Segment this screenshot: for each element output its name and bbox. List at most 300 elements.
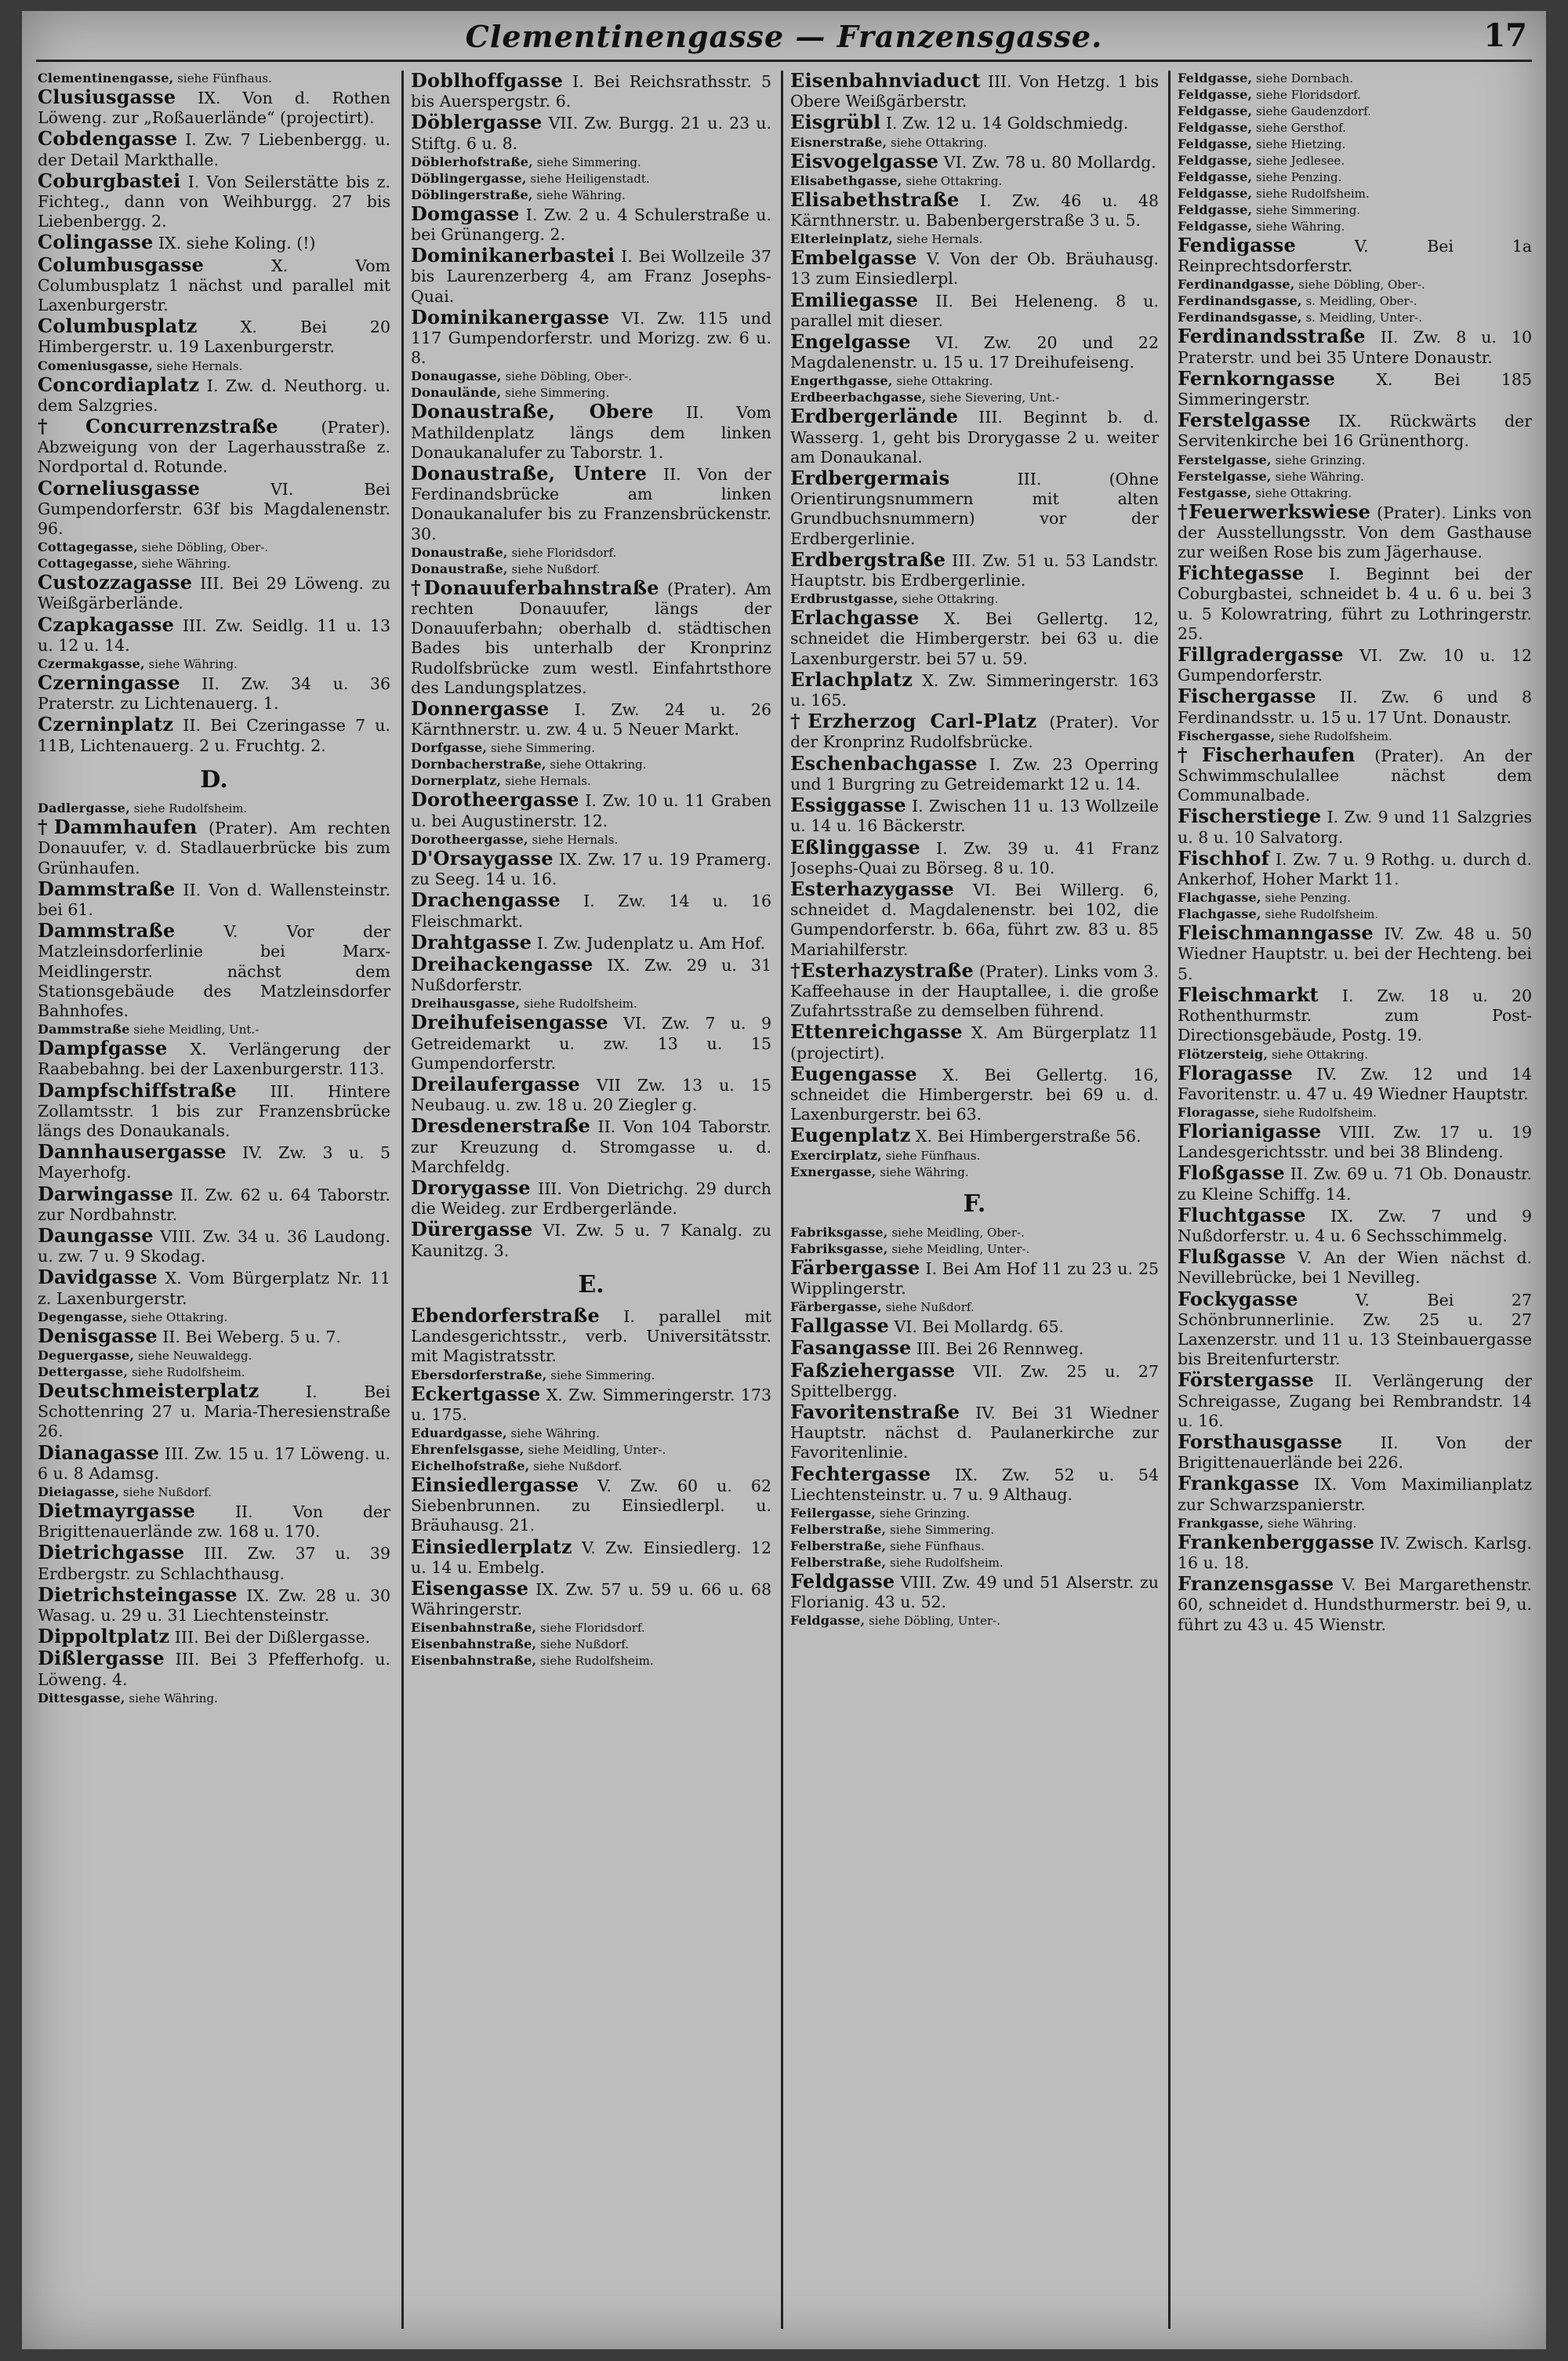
street-entry xyxy=(38,171,390,232)
street-entry xyxy=(1178,1121,1532,1162)
street-name: Flachgasse, xyxy=(1178,906,1261,922)
street-description: I. Zw. 7 Liebenbergg. u. der Detail Markthalle. xyxy=(38,130,390,169)
street-name: Dammstraße xyxy=(38,919,176,943)
street-description: VI. Zw. 78 u. 80 Mollardg. xyxy=(938,152,1156,172)
street-name: Dominikanerbastei xyxy=(411,244,615,267)
street-description: siehe Heiligenstadt. xyxy=(526,171,650,186)
street-name: Dreihackengasse xyxy=(411,952,593,975)
street-description: I. Bei Am Hof 11 zu 23 u. 25 Wipplingerstr. xyxy=(790,1259,1159,1298)
street-description: siehe Simmering. xyxy=(1252,203,1361,217)
street-entry xyxy=(38,1582,390,1625)
street-entry xyxy=(1178,366,1532,409)
street-name: Eisvogelgasse xyxy=(790,149,939,173)
street-name: Exnergasse, xyxy=(790,1164,877,1179)
street-description: V. Bei Margarethenstr. 60, schneidet d. Hundsthurmerstr. bei 9, u. führt zu 43 u. 45 Wienstr. xyxy=(1178,1575,1532,1634)
street-entry xyxy=(38,714,390,755)
street-name: Erdbergerlände xyxy=(790,405,959,428)
street-description: VI. Zw. 20 und 22 Magdalenenstr. u. 15 u. 17 Dreihufeiseng. xyxy=(790,333,1159,372)
street-description: III. Zw. 37 u. 39 Erdbergstr. zu Schlachthausg. xyxy=(38,1544,390,1583)
street-name: Dorotheergasse xyxy=(411,788,579,812)
street-description: siehe Währing. xyxy=(876,1164,969,1179)
street-name: †Concurrenzstraße xyxy=(38,415,278,438)
street-entry xyxy=(790,1125,1159,1146)
street-entry xyxy=(411,1012,771,1073)
street-entry xyxy=(790,608,1159,669)
street-description: siehe Grinzing. xyxy=(1271,452,1366,467)
street-name: Erdbeerbachgasse, xyxy=(790,390,927,405)
street-description: siehe Penzing. xyxy=(1252,170,1342,184)
street-description: siehe Hernals. xyxy=(528,832,619,847)
street-name: Frankgasse, xyxy=(1178,1515,1265,1531)
street-entry xyxy=(411,1426,771,1441)
street-name: Floragasse xyxy=(1178,1061,1293,1084)
street-description: III. Zw. 15 u. 17 Löweng. u. 6 u. 8 Adamsg. xyxy=(38,1444,390,1483)
street-entry xyxy=(790,751,1159,794)
street-name: Feldgasse, xyxy=(1178,104,1253,118)
street-entry xyxy=(411,1175,771,1219)
street-description: siehe Währing. xyxy=(1271,469,1364,484)
street-name: Fischergasse xyxy=(1178,685,1316,708)
street-name: †Esterhazystraße xyxy=(790,958,974,982)
street-name: Denisgasse xyxy=(38,1324,158,1347)
street-description: VI. Bei Gumpendorferstr. 63f bis Magdalenenstr. 96. xyxy=(38,479,390,539)
street-name: Eisenbahnviaduct xyxy=(790,71,981,92)
street-entry xyxy=(38,358,390,374)
street-entry xyxy=(38,1440,390,1484)
street-name: Dettergasse, xyxy=(38,1364,129,1379)
street-description: siehe Ottakring. xyxy=(546,757,647,772)
street-name: Fendigasse xyxy=(1178,234,1296,256)
street-description: I. Bei Schottenring 27 u. Maria-Theresienstraße 26. xyxy=(38,1382,390,1441)
street-name: Eisenbahnstraße, xyxy=(411,1653,537,1669)
street-name: †Feuerwerkswiese xyxy=(1178,499,1371,523)
street-description: IX. Zw. 52 u. 54 Liechtensteinstr. u. 7 u. 9 Althaug. xyxy=(790,1465,1159,1504)
street-description: (Prater). An der Schwimmschulallee nächst dem Communalbade. xyxy=(1178,746,1532,805)
street-name: Döblingergasse, xyxy=(411,170,527,186)
street-description: IV. Zw. 3 u. 5 Mayerhofg. xyxy=(38,1143,390,1182)
street-description: II. Vom Mathildenplatz längs dem linken Donaukanalufer zu Taborstr. 1. xyxy=(411,403,772,462)
street-name: Elisabethgasse, xyxy=(790,173,902,188)
street-entry xyxy=(38,1626,390,1647)
street-entry xyxy=(1178,728,1532,744)
street-entry xyxy=(790,1299,1159,1315)
street-description: (Prater). Am rechten Donauufer, längs der Donauuferbahn; oberhalb d. städtischen Bades bis unterhalb der Kronprinz Rudolfsbrücke zum westl. Einfahrtsthore des Landungsplatzes. xyxy=(411,579,771,697)
street-description: (Prater). Links von der Ausstellungsstr. Von dem Gasthause zur weißen Rose bis zum Jägerhause. xyxy=(1178,503,1532,562)
street-description: V. An der Wien nächst d. Nevillebrücke, bei 1 Nevilleg. xyxy=(1178,1248,1532,1288)
street-name: Florianigasse xyxy=(1178,1119,1322,1142)
street-description: X. Bei 185 Simmeringerstr. xyxy=(1178,369,1532,409)
street-name: Eugengasse xyxy=(790,1062,917,1085)
street-entry xyxy=(1178,219,1532,234)
page-title: Clementinengasse — Franzensgasse. xyxy=(465,19,1103,54)
street-description: VI. Bei Mollardg. 65. xyxy=(888,1317,1065,1337)
street-entry xyxy=(38,612,390,656)
street-entry xyxy=(790,1241,1159,1257)
street-description: IV. Zwisch. Karlsg. 16 u. 18. xyxy=(1178,1533,1532,1572)
street-entry xyxy=(1178,469,1532,485)
street-entry xyxy=(38,87,390,128)
letter-heading: E. xyxy=(578,1270,604,1299)
street-entry xyxy=(790,151,1159,173)
street-name: Eßlinggasse xyxy=(790,835,920,859)
street-name: Davidgasse xyxy=(38,1266,158,1289)
street-name: Concordiaplatz xyxy=(38,372,200,396)
street-entry xyxy=(1178,906,1532,922)
street-description: s. Meidling, Ober-. xyxy=(1301,294,1417,309)
street-name: Ferdinandsgasse, xyxy=(1178,310,1302,325)
street-description: VIII. Zw. 49 und 51 Alserstr. zu Florianig. 43 u. 52. xyxy=(790,1572,1159,1612)
street-name: Döblingerstraße, xyxy=(411,187,533,202)
street-entry xyxy=(790,1402,1159,1463)
street-name: Clusiusgasse xyxy=(38,85,176,108)
street-name: Dürergasse xyxy=(411,1218,533,1241)
street-entry xyxy=(38,1022,390,1037)
street-description: V. Zw. Einsiedlerg. 12 u. 14 u. Embelg. xyxy=(411,1538,771,1577)
street-entry xyxy=(1178,186,1532,202)
street-name: Donaulände, xyxy=(411,385,502,401)
street-entry xyxy=(38,1484,390,1500)
street-entry xyxy=(790,837,1159,878)
street-name: Custozzagasse xyxy=(38,571,193,594)
street-name: Döblerhofstraße, xyxy=(411,154,533,169)
street-name: †Donauuferbahnstraße xyxy=(411,576,659,599)
street-entry xyxy=(411,757,771,772)
street-entry xyxy=(38,1498,390,1542)
street-name: Eugenplatz xyxy=(790,1124,911,1147)
street-entry xyxy=(1178,410,1532,451)
street-description: VIII. Zw. 34 u. 36 Laudong. u. zw. 7 u. 9 Skodag. xyxy=(38,1226,390,1266)
street-entry xyxy=(1178,499,1532,563)
street-description: siehe Nußdorf. xyxy=(119,1484,212,1499)
street-entry xyxy=(1178,1105,1532,1121)
street-entry xyxy=(1178,485,1532,501)
street-name: Eisenbahnstraße, xyxy=(411,1620,537,1636)
street-name: Dietrichgasse xyxy=(38,1541,185,1564)
street-description: X. Bei 20 Himbergerstr. u. 19 Laxenburgerstr. xyxy=(38,318,390,357)
street-name: Erdbergstraße xyxy=(790,547,946,571)
street-description: I. Zw. 23 Operring und 1 Burgring zu Getreidemarkt 12 u. 14. xyxy=(790,754,1159,794)
street-entry xyxy=(790,1613,1159,1629)
street-description: VII. Zw. 25 u. 27 Spittelbergg. xyxy=(790,1361,1159,1400)
street-description: III. Zw. Seidlg. 11 u. 13 u. 12 u. 14. xyxy=(38,616,390,655)
street-description: III. Bei der Dißlergasse. xyxy=(169,1628,371,1647)
street-entry xyxy=(1178,1047,1532,1062)
street-name: Drachengasse xyxy=(411,888,561,912)
street-description: VI. Zw. 10 u. 12 Gumpendorferstr. xyxy=(1178,646,1532,685)
street-entry xyxy=(1178,202,1532,218)
street-entry xyxy=(790,879,1159,960)
street-name: Engerthgasse, xyxy=(790,373,893,389)
street-name: Feldgasse, xyxy=(1178,71,1253,85)
street-name: Eckertgasse xyxy=(411,1382,541,1405)
street-name: Czerningasse xyxy=(38,671,180,695)
street-name: D'Orsaygasse xyxy=(411,846,554,870)
street-name: Dorotheergasse, xyxy=(411,831,528,847)
street-entry xyxy=(1178,1289,1532,1370)
street-name: Feldgasse, xyxy=(1178,219,1253,234)
street-description: siehe Neuwaldegg. xyxy=(134,1348,252,1363)
street-description: X. Verlängerung der Raabebahng. bei der Laxenburgerstr. 113. xyxy=(38,1040,390,1079)
street-description: siehe Meidling, Unter-. xyxy=(524,1442,666,1457)
street-entry xyxy=(411,187,771,203)
street-description: siehe Rudolfsheim. xyxy=(1275,728,1392,743)
street-name: Floßgasse xyxy=(1178,1161,1285,1185)
street-description: (Prater). Vor der Kronprinz Rudolfsbrücke. xyxy=(790,713,1160,752)
street-description: I. Bei Wollzeile 37 bis Laurenzerberg 4, am Franz Josephs-Quai. xyxy=(411,247,771,306)
street-name: Dianagasse xyxy=(38,1440,160,1464)
street-entry xyxy=(790,795,1159,836)
letter-heading: F. xyxy=(963,1190,986,1218)
page-number: 17 xyxy=(1483,17,1527,54)
street-entry xyxy=(1178,745,1532,806)
street-description: X. Am Bürgerplatz 11 (projectirt). xyxy=(790,1023,1159,1062)
street-entry xyxy=(411,385,771,401)
street-entry xyxy=(1178,452,1532,468)
street-entry xyxy=(790,1338,1159,1359)
street-description: siehe Döbling, Ober-. xyxy=(1294,278,1425,292)
street-entry xyxy=(38,1648,390,1689)
street-description: I. Zw. 12 u. 14 Goldschmiedg. xyxy=(880,114,1129,133)
street-description: V. Vor der Matzleinsdorferlinie bei Marx-Meidlingerstr. nächst dem Stationsgebäude des Matzleinsdorfer Bahnhofes. xyxy=(38,922,390,1020)
street-entry xyxy=(790,373,1159,389)
street-entry xyxy=(411,1116,771,1177)
street-entry xyxy=(1178,87,1532,103)
street-description: II. Bei Weberg. 5 u. 7. xyxy=(157,1327,341,1346)
street-description: siehe Simmering. xyxy=(487,741,596,756)
street-name: Drorygasse xyxy=(411,1175,531,1199)
street-description: siehe Währing. xyxy=(532,187,626,202)
street-name: Clementinengasse, xyxy=(38,71,174,85)
street-name: Eduardgasse, xyxy=(411,1425,507,1440)
street-entry xyxy=(790,1506,1159,1521)
street-description: siehe Rudolfsheim. xyxy=(129,801,248,816)
page-header xyxy=(22,11,1546,64)
street-name: Cottagegasse, xyxy=(38,556,138,572)
street-entry xyxy=(1178,326,1532,367)
street-name: Columbusplatz xyxy=(38,314,198,338)
street-name: Fabriksgasse, xyxy=(790,1240,888,1256)
street-name: Donaustraße, xyxy=(411,561,508,576)
street-description: II. Verlängerung der Schreigasse, Zugang bei Rembrandstr. 14 u. 16. xyxy=(1178,1371,1532,1430)
street-entry xyxy=(790,135,1159,151)
street-entry xyxy=(411,740,771,756)
street-entry xyxy=(1178,645,1532,685)
street-entry xyxy=(1178,169,1532,185)
street-entry xyxy=(411,578,771,698)
street-description: IX. siehe Koling. (!) xyxy=(153,234,316,253)
street-name: Dampfgasse xyxy=(38,1037,168,1060)
street-name: Feldgasse, xyxy=(1178,202,1253,217)
street-description: III. Beginnt b. d. Wasserg. 1, geht bis Drorygasse 2 u. weiter am Donaukanal. xyxy=(790,408,1159,467)
street-description: siehe Jedlesee. xyxy=(1252,154,1345,168)
street-name: Coburgbastei xyxy=(38,169,181,192)
street-entry xyxy=(790,187,1159,231)
street-entry xyxy=(38,478,390,539)
street-description: III. (Ohne Orientirungsnummern mit alten Grundbuchsnummern) vor der Erdbergerlinie. xyxy=(790,470,1159,548)
street-entry xyxy=(790,1164,1159,1180)
street-entry xyxy=(1178,277,1532,292)
street-entry xyxy=(1178,806,1532,847)
street-name: Feldgasse, xyxy=(1178,186,1253,201)
street-entry xyxy=(790,1255,1159,1299)
column-2 xyxy=(411,71,776,2345)
street-name: Dippoltplatz xyxy=(38,1625,170,1648)
street-entry xyxy=(411,1442,771,1458)
street-name: Czapkagasse xyxy=(38,612,175,636)
street-name: Feldgasse, xyxy=(790,1613,866,1629)
street-name: Czerninplatz xyxy=(38,713,174,736)
street-name: Dietrichsteingasse xyxy=(38,1582,238,1606)
directory-page xyxy=(22,11,1546,2349)
street-description: siehe Nußdorf. xyxy=(881,1300,975,1315)
street-description: siehe Rudolfsheim. xyxy=(1261,907,1379,922)
street-entry xyxy=(38,416,390,478)
street-description: VI. Bei Willerg. 6, schneidet d. Magdalenenstr. bei 102, die Gumpendorferstr. b. 66a, führt zw. 83 u. 85 Mariahilferstr. xyxy=(790,880,1159,959)
street-name: Eisgrübl xyxy=(790,111,881,134)
street-name: Feldgasse xyxy=(790,1569,895,1593)
street-entry xyxy=(790,112,1159,133)
street-name: Degengasse, xyxy=(38,1309,128,1324)
street-description: III. Bei 3 Pfefferhofg. u. Löweng. 4. xyxy=(38,1650,390,1689)
street-name: Cobdengasse xyxy=(38,127,178,151)
street-name: Felberstraße, xyxy=(790,1554,887,1570)
street-entry xyxy=(1178,1429,1532,1473)
street-entry xyxy=(411,1620,771,1636)
street-description: siehe Hernals. xyxy=(892,232,983,247)
street-entry xyxy=(1178,153,1532,169)
street-description: siehe Simmering. xyxy=(532,154,641,169)
street-name: Fockygasse xyxy=(1178,1287,1298,1310)
street-entry xyxy=(1178,1247,1532,1288)
street-entry xyxy=(411,1384,771,1425)
street-name: Fallgasse xyxy=(790,1314,889,1338)
street-entry xyxy=(38,1542,390,1583)
street-description: IX. Zw. 29 u. 31 Nußdorferstr. xyxy=(411,955,771,995)
street-entry xyxy=(1178,310,1532,325)
street-description: X. Bei Gellertg. 12, schneidet die Himbergerstr. bei 63 u. die Laxenburgerstr. bei 57 u. 59. xyxy=(790,609,1159,668)
street-entry xyxy=(38,817,390,878)
street-name: Dreihausgasse, xyxy=(411,996,521,1012)
street-entry xyxy=(790,1360,1159,1401)
street-name: Ettenreichgasse xyxy=(790,1020,963,1044)
street-entry xyxy=(38,801,390,816)
street-name: Dorfgasse, xyxy=(411,740,488,756)
street-name: Floragasse, xyxy=(1178,1104,1260,1120)
street-entry xyxy=(38,1267,390,1308)
street-description: siehe Rudolfsheim. xyxy=(1252,187,1370,201)
street-entry xyxy=(411,204,771,245)
street-entry xyxy=(411,773,771,789)
street-description: siehe Währing. xyxy=(125,1691,218,1705)
street-description: siehe Rudolfsheim. xyxy=(1259,1105,1377,1120)
street-entry xyxy=(411,1303,771,1367)
street-description: III. Bei 29 Löweng. zu Weißgärberlände. xyxy=(38,574,390,613)
street-entry xyxy=(1178,890,1532,906)
street-name: Eisnerstraße, xyxy=(790,134,887,150)
street-description: VI. Zw. 7 u. 9 Getreidemarkt u. zw. 13 u. 15 Gumpendorferstr. xyxy=(411,1014,771,1073)
street-description: VII. Zw. Burgg. 21 u. 23 u. Stiftg. 6 u. 8. xyxy=(411,114,771,153)
street-description: IX. Zw. 57 u. 59 u. 66 u. 68 Währingerstr. xyxy=(411,1579,771,1619)
street-name: Fleischmarkt xyxy=(1178,983,1319,1006)
street-description: siehe Simmering. xyxy=(501,386,610,401)
street-entry xyxy=(38,1691,390,1706)
street-name: Fillgradergasse xyxy=(1178,643,1344,667)
street-entry xyxy=(411,954,771,995)
street-entry xyxy=(411,1636,771,1652)
street-description: I. Zw. 14 u. 16 Fleischmarkt. xyxy=(411,892,771,931)
street-name: Dietmayrgasse xyxy=(38,1498,196,1522)
street-name: Fasangasse xyxy=(790,1336,912,1360)
street-name: Fabriksgasse, xyxy=(790,1224,888,1240)
street-description: V. Bei 27 Schönbrunnerlinie. Zw. 25 u. 27 Laxenzerstr. und 11 u. 13 Steinbauergasse bis Breitenfurterstr. xyxy=(1178,1290,1532,1369)
street-description: siehe Döbling, Ober-. xyxy=(501,369,632,384)
street-entry xyxy=(38,1078,390,1142)
street-entry xyxy=(38,1038,390,1079)
street-name: Dornerplatz, xyxy=(411,773,502,789)
street-name: Frankgasse xyxy=(1178,1472,1300,1495)
street-entry xyxy=(1178,1370,1532,1431)
street-entry xyxy=(1178,1532,1532,1573)
street-name: Förstergasse xyxy=(1178,1368,1314,1392)
street-name: Färbergasse, xyxy=(790,1299,882,1315)
street-description: IV. Bei 31 Wiedner Hauptstr. nächst d. Paulanerkirche zur Favoritenlinie. xyxy=(790,1403,1159,1462)
street-description: siehe Simmering. xyxy=(546,1368,655,1382)
street-description: siehe Floridsdorf. xyxy=(507,545,617,560)
street-entry xyxy=(38,252,390,316)
street-entry xyxy=(1178,120,1532,136)
street-entry xyxy=(411,1074,771,1115)
street-name: †Erzherzog Carl-Platz xyxy=(790,710,1037,733)
street-name: Eisenbahnstraße, xyxy=(411,1636,537,1652)
street-entry xyxy=(1178,136,1532,152)
street-entry xyxy=(1178,686,1532,727)
street-name: Feldgasse, xyxy=(1178,153,1253,168)
street-name: Erlachplatz xyxy=(790,667,913,691)
street-name: Flötzersteig, xyxy=(1178,1046,1269,1062)
street-description: IX. Von d. Rothen Löweng. zur „Roßauerlände“ (projectirt). xyxy=(38,89,390,128)
street-entry xyxy=(790,547,1159,590)
street-name: Einsiedlergasse xyxy=(411,1473,579,1496)
street-entry xyxy=(411,561,771,577)
street-entry xyxy=(38,129,390,169)
street-entry xyxy=(411,463,771,544)
street-description: siehe Ottakring. xyxy=(892,374,993,389)
street-entry xyxy=(411,699,771,739)
street-name: Festgasse, xyxy=(1178,485,1252,500)
street-entry xyxy=(790,1022,1159,1062)
street-description: siehe Gaudenzdorf. xyxy=(1252,104,1371,118)
street-name: Ferdinandsstraße xyxy=(1178,325,1366,348)
street-entry xyxy=(790,1225,1159,1240)
street-entry xyxy=(1178,1163,1532,1204)
street-description: (Prater). Abzweigung von der Lagerhausstraße z. Nordportal d. Rotunde. xyxy=(38,418,390,477)
header-rule xyxy=(36,60,1532,62)
street-name: Emiliegasse xyxy=(790,288,919,311)
street-description: siehe Meidling, Unter-. xyxy=(887,1241,1030,1256)
street-name: Feilergasse, xyxy=(790,1505,877,1520)
street-description: I. Zw. 24 u. 26 Kärnthnerstr. u. zw. 4 u. 5 Neuer Markt. xyxy=(411,700,771,739)
street-name: Dadlergasse, xyxy=(38,801,130,816)
street-description: III. Bei 26 Rennweg. xyxy=(911,1339,1084,1359)
street-name: Erlachgasse xyxy=(790,606,920,630)
column-divider xyxy=(1168,71,1171,2329)
street-name: Cottagegasse, xyxy=(38,539,138,555)
street-description: siehe Meidling, Ober-. xyxy=(887,1225,1025,1240)
street-entry xyxy=(411,1458,771,1474)
street-entry xyxy=(411,545,771,561)
street-entry xyxy=(1178,563,1532,644)
street-description: II. Von der Brigittenauerlände zw. 168 u. 170. xyxy=(38,1502,390,1542)
